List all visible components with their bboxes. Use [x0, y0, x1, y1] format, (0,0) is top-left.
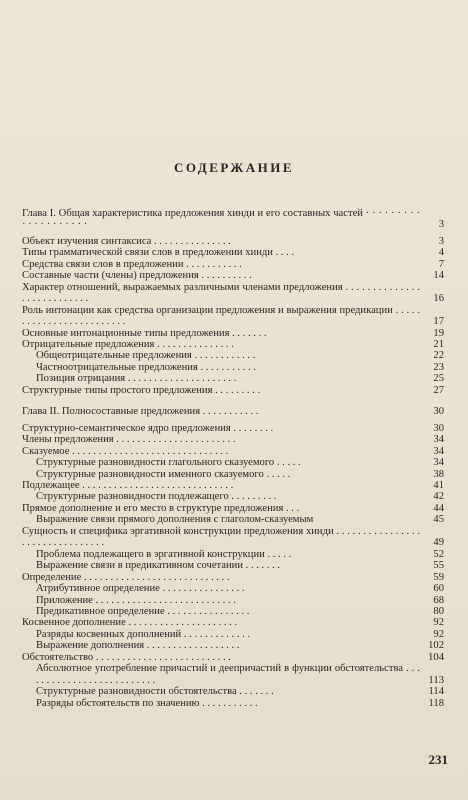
toc-entry-title: Проблема подлежащего в эргативной конструкции . . . . . — [36, 548, 292, 560]
toc-entry-title: Структурные типы простого предложения . . . . . . . . . — [22, 384, 261, 396]
toc-entry-title: Составные части (члены) предложения . . . . . . . . . . — [22, 270, 252, 282]
toc-entry — [22, 480, 444, 491]
toc-leader-dots: . . . . . . . . . — [212, 384, 261, 396]
toc-leader-dots: . . . . . . . . . . . . . . . . . . . . . . . . . . — [93, 651, 231, 663]
toc-page-number: 92 — [433, 617, 444, 629]
toc-entry — [22, 350, 444, 361]
toc-page-number: 25 — [433, 373, 444, 385]
toc-page-number: 34 — [433, 434, 444, 446]
toc-leader-dots: . . . . . . . — [236, 686, 274, 698]
toc-page-number: 55 — [433, 560, 444, 572]
toc-entry-title: Приложение . . . . . . . . . . . . . . . . . . . . . . . . . . . — [36, 594, 236, 606]
toc-entry — [22, 491, 444, 502]
toc-leader-dots: . . . . . . . . . . . . . . . . . . . . . . . . . . . — [22, 281, 420, 305]
toc-leader-dots: . . . . . — [274, 457, 301, 469]
toc-entry-title: Абсолютное употребление причастий и деепричастий в функции обстоятельства . . . . . . . . . . . . . . . . . . . . . . . . . . — [36, 663, 420, 686]
toc-entry — [22, 259, 444, 270]
toc-leader-dots: . . . . . . . . . . . — [183, 258, 242, 270]
toc-page-number: 114 — [428, 686, 444, 698]
toc-leader-dots: · · · · · · · · · · · · · · · · · · · · — [22, 208, 420, 231]
toc-page-number: 16 — [433, 293, 444, 305]
toc-chapter-entry — [22, 406, 444, 417]
toc-entry — [22, 373, 444, 384]
toc-entry — [22, 282, 444, 305]
toc-entry-title: Обстоятельство . . . . . . . . . . . . . . . . . . . . . . . . . . — [22, 651, 231, 663]
toc-page-number: 104 — [428, 651, 444, 663]
toc-page-number: 59 — [433, 571, 444, 583]
toc-entry — [22, 549, 444, 560]
toc-page-number: 14 — [433, 270, 444, 282]
toc-chapter-entry — [22, 208, 444, 231]
toc-leader-dots: . . . . . . . . . — [228, 491, 277, 503]
toc-entry — [22, 446, 444, 457]
toc-entry — [22, 595, 444, 606]
toc-entry — [22, 652, 444, 663]
toc-entry — [22, 457, 444, 468]
toc-entry — [22, 270, 444, 281]
toc-page-number: 3 — [438, 219, 444, 231]
toc-entry — [22, 236, 444, 247]
toc-leader-dots: . . . . . . . . — [230, 422, 274, 434]
toc-entry-title: Сказуемое . . . . . . . . . . . . . . . . . . . . . . . . . . . . . . — [22, 445, 229, 457]
toc-entry-title: Позиция отрицания . . . . . . . . . . . . . . . . . . . . . — [36, 373, 237, 385]
toc-entry-title: Предикативное определение . . . . . . . . . . . . . . . . — [36, 605, 250, 617]
toc-page-number: 118 — [428, 697, 444, 709]
toc-entry — [22, 514, 444, 525]
toc-page-number: 21 — [433, 338, 444, 350]
toc-leader-dots: . . . . . . . . . . . . . . . . — [164, 605, 250, 617]
toc-entry — [22, 606, 444, 617]
toc-leader-dots: . . . . . . . . . . . — [200, 406, 259, 418]
toc-entry-title: Структурные разновидности именного сказуемого . . . . . — [36, 468, 291, 480]
toc-leader-dots: . . . . . . . — [243, 560, 281, 572]
toc-page-number: 3 — [438, 235, 444, 247]
toc-page-number: 34 — [433, 457, 444, 469]
toc-entry-title: Частноотрицательные предложения . . . . . . . . . . . — [36, 361, 257, 373]
toc-leader-dots: . . . . . . . . . . . . — [191, 350, 256, 362]
toc-entry — [22, 305, 444, 328]
toc-entry — [22, 385, 444, 396]
toc-page-number: 22 — [433, 350, 444, 362]
toc-leader-dots: . . . . . . . . . . . . . . . — [154, 338, 234, 350]
toc-entry — [22, 328, 444, 339]
toc-entry-title: Прямое дополнение и его место в структуре предложения . . . — [22, 502, 300, 514]
toc-entry — [22, 572, 444, 583]
toc-entry-title: Косвенное дополнение . . . . . . . . . . . . . . . . . . . . . — [22, 617, 238, 629]
toc-entry-title: Атрибутивное определение . . . . . . . . . . . . . . . . — [36, 583, 245, 595]
toc-entry-title: Средства связи слов в предложении . . . . . . . . . . . — [22, 258, 242, 270]
toc-page-number: 34 — [433, 445, 444, 457]
toc-leader-dots: . . . . . . . . . . . . . . . . . . . . . — [125, 373, 237, 385]
toc-page-number: 30 — [433, 422, 444, 434]
toc-entry-title: Типы грамматической связи слов в предложении хинди . . . . — [22, 247, 295, 259]
toc-entry — [22, 469, 444, 480]
toc-leader-dots: . . . . . — [264, 548, 292, 560]
toc-entry-title: Общеотрицательные предложения . . . . . . . . . . . . — [36, 350, 256, 362]
toc-leader-dots: . . . . . . . . . . . . . . . . . . — [144, 640, 240, 652]
toc-page-number: 30 — [433, 406, 444, 418]
toc-leader-dots: . . . . . . . — [229, 327, 267, 339]
toc-page-number: 17 — [433, 316, 444, 328]
toc-entry-title: Выражение связи прямого дополнения с глаголом-сказуемым — [36, 514, 314, 526]
toc-leader-dots: . . . . . . . . . . . . . . . . . . . . . . . . . . . . — [81, 571, 230, 583]
toc-page-number: 68 — [433, 594, 444, 606]
toc-page-number: 7 — [438, 258, 444, 270]
toc-entry — [22, 686, 444, 697]
toc-leader-dots: . . . . . . . . . . . . . . . . . . . . . — [125, 617, 238, 629]
toc-page-number: 52 — [433, 548, 444, 560]
toc-entry — [22, 503, 444, 514]
toc-leader-dots: . . . . . . . . . . . . . . . . . . . . . . . . . . . . . — [79, 479, 234, 491]
toc-entry-title: Сущность и специфика эргативной конструкции предложения хинди . . . . . . . . . . . . . . . . . . . . . . . . . . . . . . . . — [22, 525, 421, 549]
page-title: СОДЕРЖАНИЕ — [173, 160, 295, 175]
toc-entry-title: Основные интонационные типы предложения . . . . . . . — [22, 327, 267, 339]
toc-leader-dots: . . . . . . . . . . — [198, 270, 252, 282]
toc-entry-title: Разряды косвенных дополнений . . . . . . . . . . . . . — [36, 628, 251, 640]
toc-entry-title: Структурные разновидности глагольного сказуемого . . . . . — [36, 457, 301, 469]
toc-page-number: 113 — [428, 674, 444, 686]
toc-leader-dots: . . . . — [272, 247, 295, 259]
toc-leader-dots: . . . . . . . . . . . . . . . — [151, 235, 231, 247]
toc-entry — [22, 629, 444, 640]
toc-entry — [22, 617, 444, 628]
toc-page-number: 45 — [433, 514, 444, 526]
toc-page-number: 38 — [433, 468, 444, 480]
toc-entry-title: Глава II. Полносоставные предложения . . . . . . . . . . . — [22, 406, 259, 418]
toc-page-number: 102 — [428, 640, 444, 652]
toc-entry — [22, 640, 444, 651]
toc-leader-dots: . . . . . — [263, 468, 291, 480]
toc-leader-dots: . . . . . . . . . . . . . — [181, 628, 251, 640]
toc-entry — [22, 663, 444, 686]
toc-entry — [22, 560, 444, 571]
toc-page-number: 41 — [433, 479, 444, 491]
toc-entry — [22, 526, 444, 549]
toc-page-number: 23 — [433, 361, 444, 373]
toc-entry-title: Выражение связи в предикативном сочетании . . . . . . . — [36, 560, 281, 572]
toc-page-number: 60 — [433, 583, 444, 595]
toc-page-number: 27 — [433, 384, 444, 396]
toc-entry-title: Структурно-семантическое ядро предложения . . . . . . . . — [22, 422, 274, 434]
toc-entry — [22, 583, 444, 594]
page-number: 231 — [428, 752, 448, 767]
toc-entry-title: Характер отношений, выражаемых различными членами предложения . . . . . . . . . . . . . . . . . . . . . . . . . . . — [22, 281, 420, 305]
toc-leader-dots: . . . . . . . . . . . . . . . . . . . . . . . . . . . . . . — [69, 445, 229, 457]
toc-leader-dots: . . . . . . . . . . . . . . . . . . . . . . . . . . . . . . . . — [22, 525, 421, 549]
toc-entry-title: Роль интонации как средства организации предложения и выражения предикации . . . . . . . . . . . . . . . . . . . . . . . . . — [22, 304, 420, 328]
toc-entry-title: Глава I. Общая характеристика предложения хинди и его составных частей · · · · · · · · · · · · · · · · · · · · — [22, 208, 420, 231]
toc-page-number: 4 — [438, 247, 444, 259]
toc-entry-title: Определение . . . . . . . . . . . . . . . . . . . . . . . . . . . . — [22, 571, 230, 583]
toc-leader-dots: . . . . . . . . . . . . . . . . . . . . . . . . . . . — [92, 594, 236, 606]
toc-page-number: 49 — [433, 537, 444, 549]
toc-page-number: 80 — [433, 605, 444, 617]
toc-entry-title: Структурные разновидности обстоятельства . . . . . . . — [36, 686, 274, 698]
toc-page-number: 92 — [433, 628, 444, 640]
toc-leader-dots: . . . . . . . . . . . . . . . . . . . . . . . . . — [22, 304, 420, 328]
toc-leader-dots: . . . . . . . . . . . . . . . . . . . . . . . — [113, 434, 236, 446]
toc-entry — [22, 247, 444, 258]
toc-entry-title: Объект изучения синтаксиса . . . . . . . . . . . . . . . — [22, 235, 231, 247]
toc-entry-title: Подлежащее . . . . . . . . . . . . . . . . . . . . . . . . . . . . . — [22, 479, 234, 491]
toc-entry-title: Выражение дополнения . . . . . . . . . . . . . . . . . . — [36, 640, 240, 652]
toc-leader-dots: . . . . . . . . . . . . . . . . . . . . . . . . . . — [36, 663, 420, 686]
toc-entry-title: Отрицательные предложения . . . . . . . . . . . . . . . — [22, 338, 234, 350]
toc-entry-title: Разряды обстоятельств по значению . . . . . . . . . . . — [36, 697, 258, 709]
table-of-contents — [22, 208, 444, 709]
toc-entry — [22, 423, 444, 434]
toc-entry — [22, 362, 444, 373]
toc-entry — [22, 698, 444, 709]
toc-entry-title: Структурные разновидности подлежащего . . . . . . . . . — [36, 491, 277, 503]
toc-entry — [22, 339, 444, 350]
toc-leader-dots: . . . . . . . . . . . . . . . . — [159, 583, 245, 595]
toc-leader-dots: . . . . . . . . . . . — [199, 697, 258, 709]
toc-leader-dots: . . . — [283, 502, 300, 514]
toc-page-number: 19 — [433, 327, 444, 339]
toc-entry-title: Члены предложения . . . . . . . . . . . . . . . . . . . . . . . — [22, 434, 236, 446]
toc-page-number: 44 — [433, 502, 444, 514]
toc-entry — [22, 434, 444, 445]
toc-leader-dots: . . . . . . . . . . . — [197, 361, 257, 373]
toc-page-number: 42 — [433, 491, 444, 503]
